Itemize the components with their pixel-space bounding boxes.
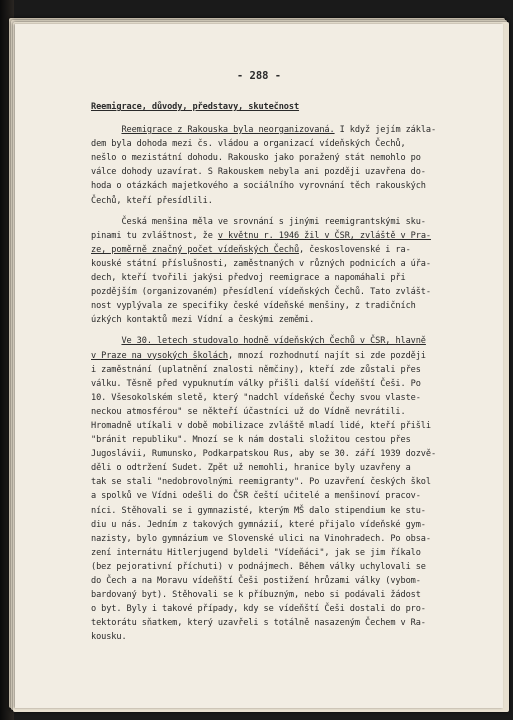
paragraph bbox=[91, 123, 491, 208]
spacer bbox=[91, 327, 491, 334]
underlined-text: Reemigrace z Rakouska byla neorganizovaná. bbox=[121, 125, 335, 136]
text-run bbox=[91, 336, 121, 346]
text-line bbox=[91, 405, 491, 419]
text-run: tektorátu sňatkem, který uzavřeli s totálně nasazeným Čechem v Ra- bbox=[91, 618, 426, 629]
text-run: dem byla dohoda mezi čs. vládou a organizací vídeňských Čechů, bbox=[91, 139, 406, 150]
text-line bbox=[91, 179, 491, 193]
text-run: děli o odtržení Sudet. Zpět už nemohli, hranice byly uzavřeny a bbox=[91, 463, 411, 474]
text-line bbox=[91, 489, 491, 503]
text-line bbox=[91, 257, 491, 271]
text-line bbox=[91, 391, 491, 405]
text-run: kouské státní příslušnosti, zaměstnaných v různých podnicích a úřa- bbox=[91, 258, 431, 269]
section-heading: Reemigrace, důvody, představy, skutečnost bbox=[91, 102, 300, 112]
text-line bbox=[91, 271, 491, 285]
text-line bbox=[91, 560, 491, 574]
text-line bbox=[91, 123, 491, 137]
text-run: kousku. bbox=[91, 632, 127, 643]
text-run: , mnozí rozhodnutí najít si zde později bbox=[228, 350, 426, 361]
text-run: nazisty, bylo gymnázium ve Slovenské ulici na Vinohradech. Po obsa- bbox=[91, 533, 431, 544]
text-line bbox=[91, 363, 491, 377]
text-body bbox=[91, 100, 491, 644]
paragraphs bbox=[91, 123, 491, 644]
text-line bbox=[91, 137, 491, 151]
underlined-text: Ve 30. letech studovalo hodně vídeňských Čechů v ČSR, hlavně bbox=[121, 336, 426, 347]
text-run: válce dohody uzavírat. S Rakouskem nebyla ani později uzavřena do- bbox=[91, 167, 426, 178]
text-line bbox=[91, 518, 491, 532]
text-line bbox=[91, 313, 491, 327]
text-line bbox=[91, 377, 491, 391]
text-line bbox=[91, 602, 491, 616]
text-run: bardovaný byt). Stěhovali se k příbuzným, nebo si podávali žádost bbox=[91, 590, 421, 601]
text-line bbox=[91, 419, 491, 433]
spacer bbox=[91, 114, 491, 123]
text-line bbox=[91, 504, 491, 518]
text-line bbox=[91, 574, 491, 588]
text-run: diu u nás. Jedním z takových gymnázií, které přijalo vídeňské gym- bbox=[91, 519, 426, 530]
text-line bbox=[91, 532, 491, 546]
text-line bbox=[91, 334, 491, 348]
text-line bbox=[91, 165, 491, 179]
text-run: hoda o otázkách majetkového a sociálního vyrovnání těch rakouských bbox=[91, 181, 426, 192]
text-run: pozdějším (organizovaném) přesídlení vídeňských Čechů. Tato zvlášt- bbox=[91, 287, 431, 298]
spacer bbox=[91, 208, 491, 215]
underlined-text: v květnu r. 1946 žil v ČSR, zvláště v Pra- bbox=[217, 230, 431, 241]
underlined-text: v Praze na vysokých školách bbox=[91, 350, 228, 361]
text-run: a spolků ve Vídni odešli do ČSR čeští učitelé a menšinoví pracov- bbox=[91, 491, 421, 502]
text-line bbox=[91, 433, 491, 447]
text-line bbox=[91, 447, 491, 461]
text-line bbox=[91, 546, 491, 560]
underlined-text: ze, poměrně značný počet vídeňských Čechů bbox=[91, 244, 300, 255]
text-line bbox=[91, 151, 491, 165]
text-run: nost vyplývala ze specifiky české vídeňské menšiny, z tradičních bbox=[91, 301, 416, 312]
paragraph bbox=[91, 215, 491, 328]
text-run: Hromadně utíkali v době mobilizace zvláště mladí lidé, kteří přišli bbox=[91, 420, 431, 431]
text-line bbox=[91, 630, 491, 644]
text-run: Česká menšina měla ve srovnání s jinými reemigrantskými sku- bbox=[91, 216, 426, 227]
text-line bbox=[91, 215, 491, 229]
text-run: , československé i ra- bbox=[299, 244, 411, 255]
text-line bbox=[91, 461, 491, 475]
text-line bbox=[91, 349, 491, 363]
text-run bbox=[91, 125, 121, 135]
text-run: nešlo o mezistátní dohodu. Rakousko jako poražený stát nemohlo po bbox=[91, 153, 421, 164]
text-line bbox=[91, 194, 491, 208]
text-line bbox=[91, 229, 491, 243]
text-run: pinami tu zvláštnost, že bbox=[91, 230, 218, 241]
document-page bbox=[15, 24, 503, 708]
text-run: zení internátu Hitlerjugend byldeli "Vídeňáci", jak se jim říkalo bbox=[91, 547, 421, 558]
text-run: 10. Všesokolském sletě, který "nadchl vídeňské Čechy svou vlaste- bbox=[91, 392, 421, 403]
text-run: "bránit republiku". Mnozí se k nám dostali složitou cestou přes bbox=[91, 435, 411, 446]
paragraph bbox=[91, 334, 491, 644]
text-run: válku. Těsně před vypuknutím války přišli další vídeňští Češi. Po bbox=[91, 378, 421, 389]
text-run: úzkých kontaktů mezi Vídní a českými zeměmi. bbox=[91, 315, 315, 326]
text-run: tak se stali "nedobrovolnými reemigranty". Po uzavření českých škol bbox=[91, 477, 431, 488]
text-run: do Čech a na Moravu vídeňští Češi postižení hrůzami války (vybom- bbox=[91, 576, 421, 586]
text-line bbox=[91, 588, 491, 602]
text-run: (bez pejorativní příchuti) v podnájmech. Během války uchylovali se bbox=[91, 561, 426, 572]
text-run: Jugoslávii, Rumunsko, Podkarpatskou Rus, aby se 30. září 1939 dozvě- bbox=[91, 449, 437, 460]
text-run: níci. Stěhovali se i gymnazisté, kterým MŠ dalo stipendium ke stu- bbox=[91, 505, 426, 516]
text-run: o byt. Byly i takové případy, kdy se vídeňští Češi dostali do pro- bbox=[91, 604, 426, 615]
text-line bbox=[91, 285, 491, 299]
text-line bbox=[91, 616, 491, 630]
text-line bbox=[91, 299, 491, 313]
text-run: i zaměstnání (uplatnění znalosti němčiny), kteří zde zůstali přes bbox=[91, 364, 421, 375]
text-run: dech, kteří tvořili jakýsi předvoj reemigrace a napomáhali při bbox=[91, 273, 406, 284]
text-run: Čechů, kteří přesídlili. bbox=[91, 195, 213, 206]
text-line bbox=[91, 475, 491, 489]
text-run: neckou atmosférou" se někteří účastníci už do Vídně nevrátili. bbox=[91, 406, 406, 417]
page-number: - 288 - bbox=[236, 70, 282, 82]
text-run: I když jejím zákla- bbox=[334, 125, 437, 136]
text-line bbox=[91, 243, 491, 257]
